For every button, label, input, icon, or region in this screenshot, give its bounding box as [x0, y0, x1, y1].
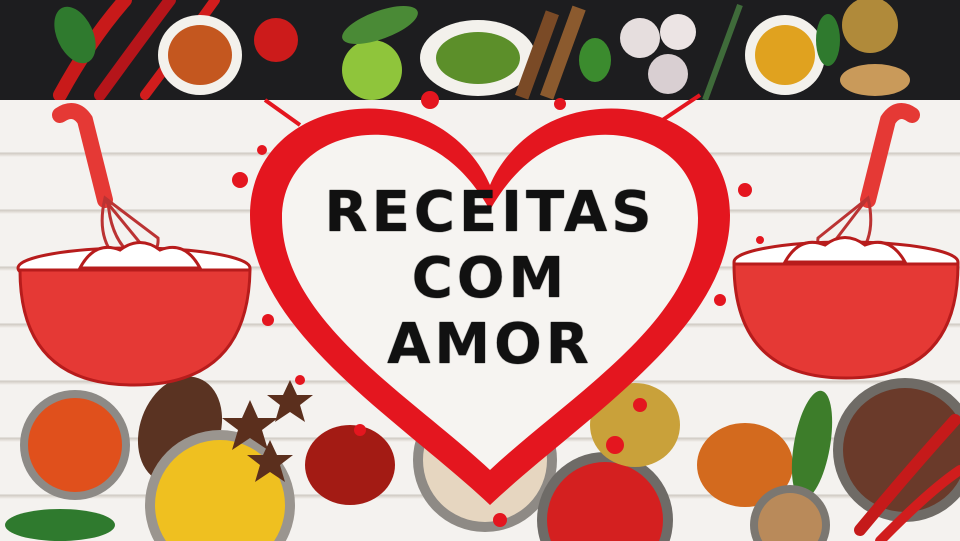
whisk-bowl-icon	[734, 111, 958, 378]
bay-leaf	[785, 388, 840, 503]
title-line-2: COM	[411, 246, 569, 311]
title-line-3: AMOR	[387, 312, 593, 377]
chili-flakes	[305, 425, 395, 505]
whisk-bowl-icon	[18, 111, 250, 385]
title-line-1: RECEITAS	[324, 180, 656, 245]
paprika	[28, 398, 122, 492]
banner-title	[300, 180, 680, 378]
